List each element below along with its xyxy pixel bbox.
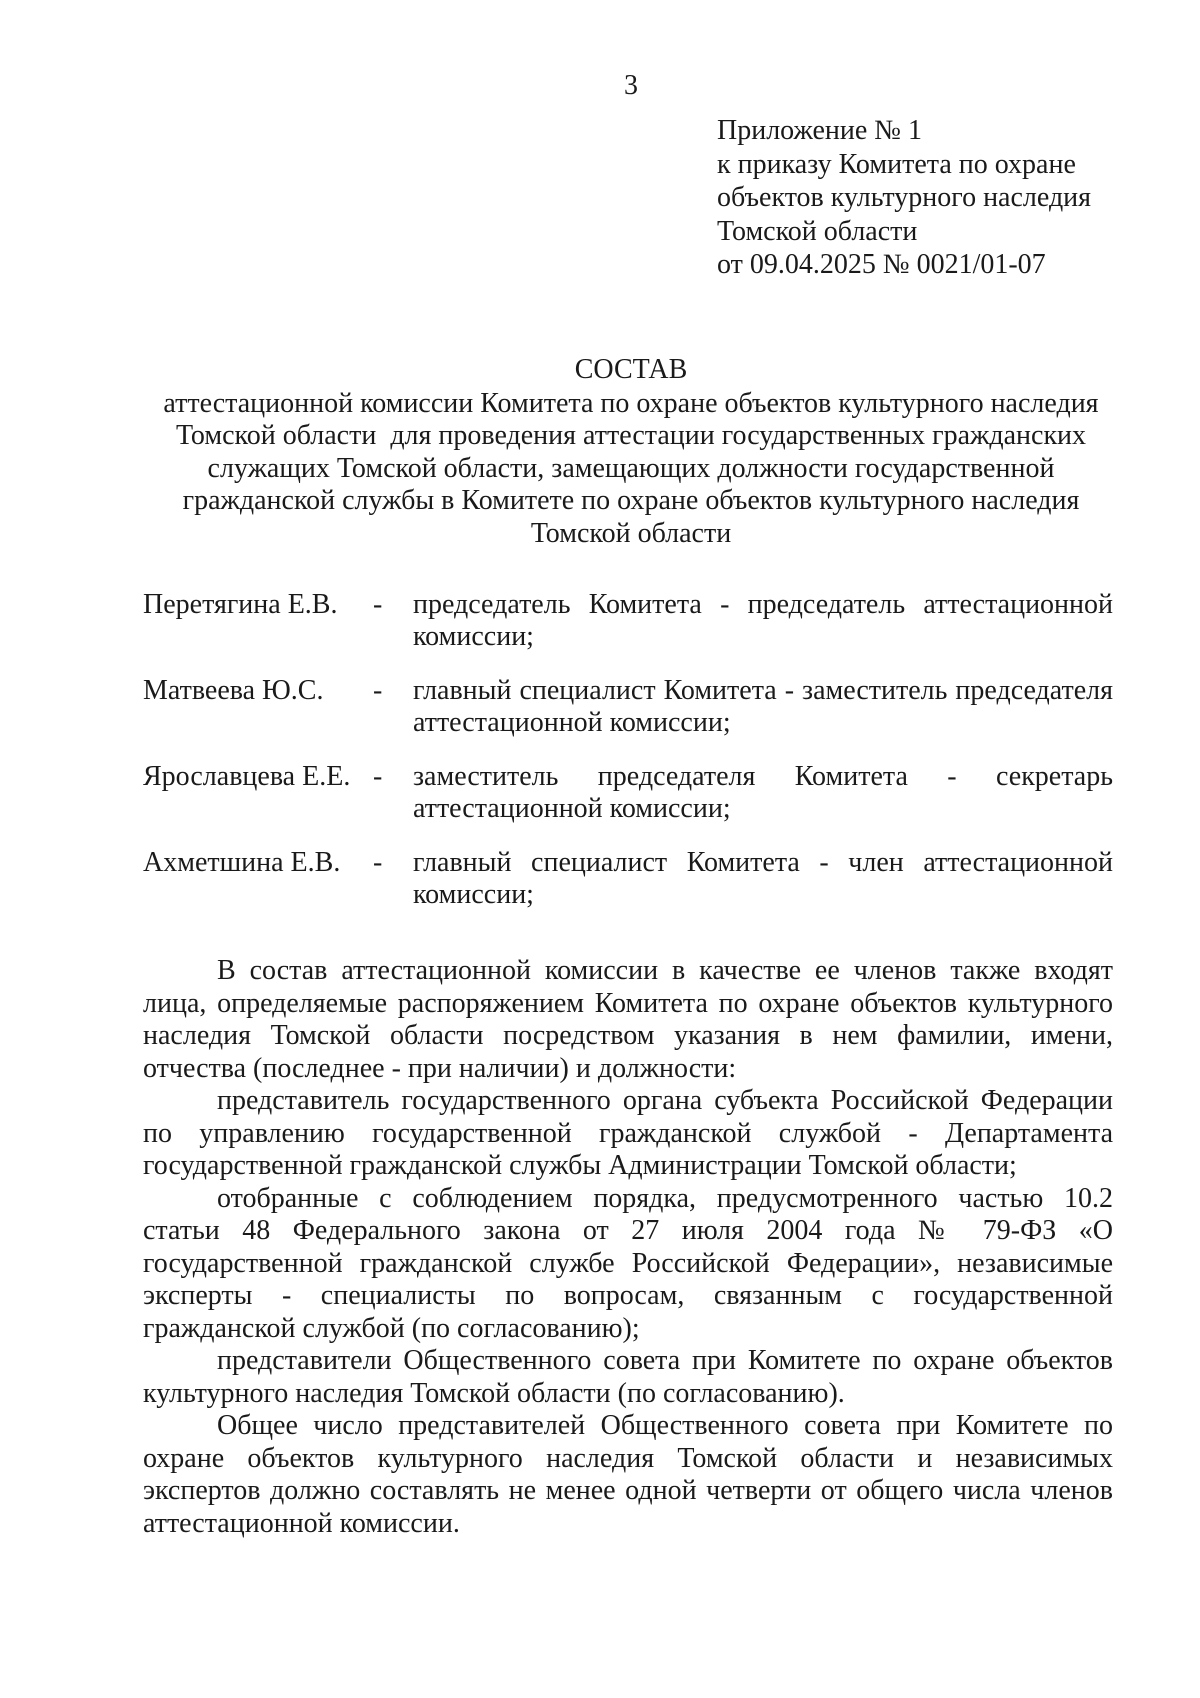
commission-members — [143, 589, 1113, 933]
member-row — [143, 675, 1113, 739]
paragraph: представитель государственного органа субъекта Российской Федерации по управлению государственной гражданской службой - Департамента государственной гражданской службы Администрации Томской области; — [143, 1085, 1113, 1181]
paragraph: В состав аттестационной комиссии в качестве ее членов также входят лица, определяемые распоряжением Комитета по охране объектов культурного наследия Томской области посредством указания в нем фамилии, имени, отчества (последнее - при наличии) и должности: — [143, 955, 1113, 1084]
paragraph: Общее число представителей Общественного совета при Комитете по охране объектов культурного наследия Томской области и независимых экспертов должно составлять не менее одной четверти от общего числа членов аттестационной комиссии. — [143, 1410, 1113, 1539]
member-role: заместитель председателя Комитета - секретарь аттестационной комиссии; — [413, 761, 1113, 824]
subtitle-line: служащих Томской области, замещающих должности государственной — [207, 452, 1055, 484]
member-row — [143, 761, 1113, 825]
member-row — [143, 847, 1113, 911]
subtitle-line: гражданской службы в Комитете по охране объектов культурного наследия — [182, 485, 1080, 516]
member-name: Ярославцева Е.Е. — [143, 761, 351, 792]
member-dash: - — [373, 675, 383, 706]
member-name: Матвеева Ю.С. — [143, 675, 324, 706]
member-role: председатель Комитета - председатель аттестационной комиссии; — [413, 589, 1113, 652]
member-row — [143, 589, 1113, 653]
subtitle-line: аттестационной комиссии Комитета по охране объектов культурного наследия — [163, 387, 1099, 419]
paragraph: отобранные с соблюдением порядка, предусмотренного частью 10.2 статьи 48 Федерального закона от 27 июля 2004 года № 79-ФЗ «О государственной гражданской службе Российской Федерации», независимые эксперты - специалисты по вопросам, связанным с государственной гражданской службой (по согласованию); — [143, 1182, 1113, 1344]
member-dash: - — [373, 761, 383, 792]
document-title: СОСТАВ — [574, 354, 688, 385]
appendix-line: к приказу Комитета по охране — [717, 148, 1076, 180]
document-heading — [140, 354, 1122, 550]
body-text — [143, 955, 1113, 1540]
appendix-line: Приложение № 1 — [717, 115, 922, 146]
subtitle-line: Томской области — [530, 517, 732, 549]
member-role: главный специалист Комитета - член аттестационной комиссии; — [413, 847, 1113, 910]
appendix-header — [717, 114, 1091, 282]
appendix-line: Томской области — [717, 215, 918, 247]
member-name: Перетягина Е.В. — [143, 589, 338, 620]
member-dash: - — [373, 847, 383, 878]
appendix-line: от 09.04.2025 № 0021/01-07 — [717, 249, 1046, 280]
paragraph: представители Общественного совета при Комитете по охране объектов культурного наследия Томской области (по согласованию). — [143, 1345, 1113, 1409]
member-name: Ахметшина Е.В. — [143, 847, 341, 878]
page-number: 3 — [624, 70, 638, 101]
member-dash: - — [373, 589, 383, 620]
subtitle-line: Томской области для проведения аттестации государственных гражданских — [175, 420, 1087, 451]
member-role: главный специалист Комитета - заместитель председателя аттестационной комиссии; — [413, 675, 1113, 738]
appendix-line: объектов культурного наследия — [717, 182, 1092, 213]
